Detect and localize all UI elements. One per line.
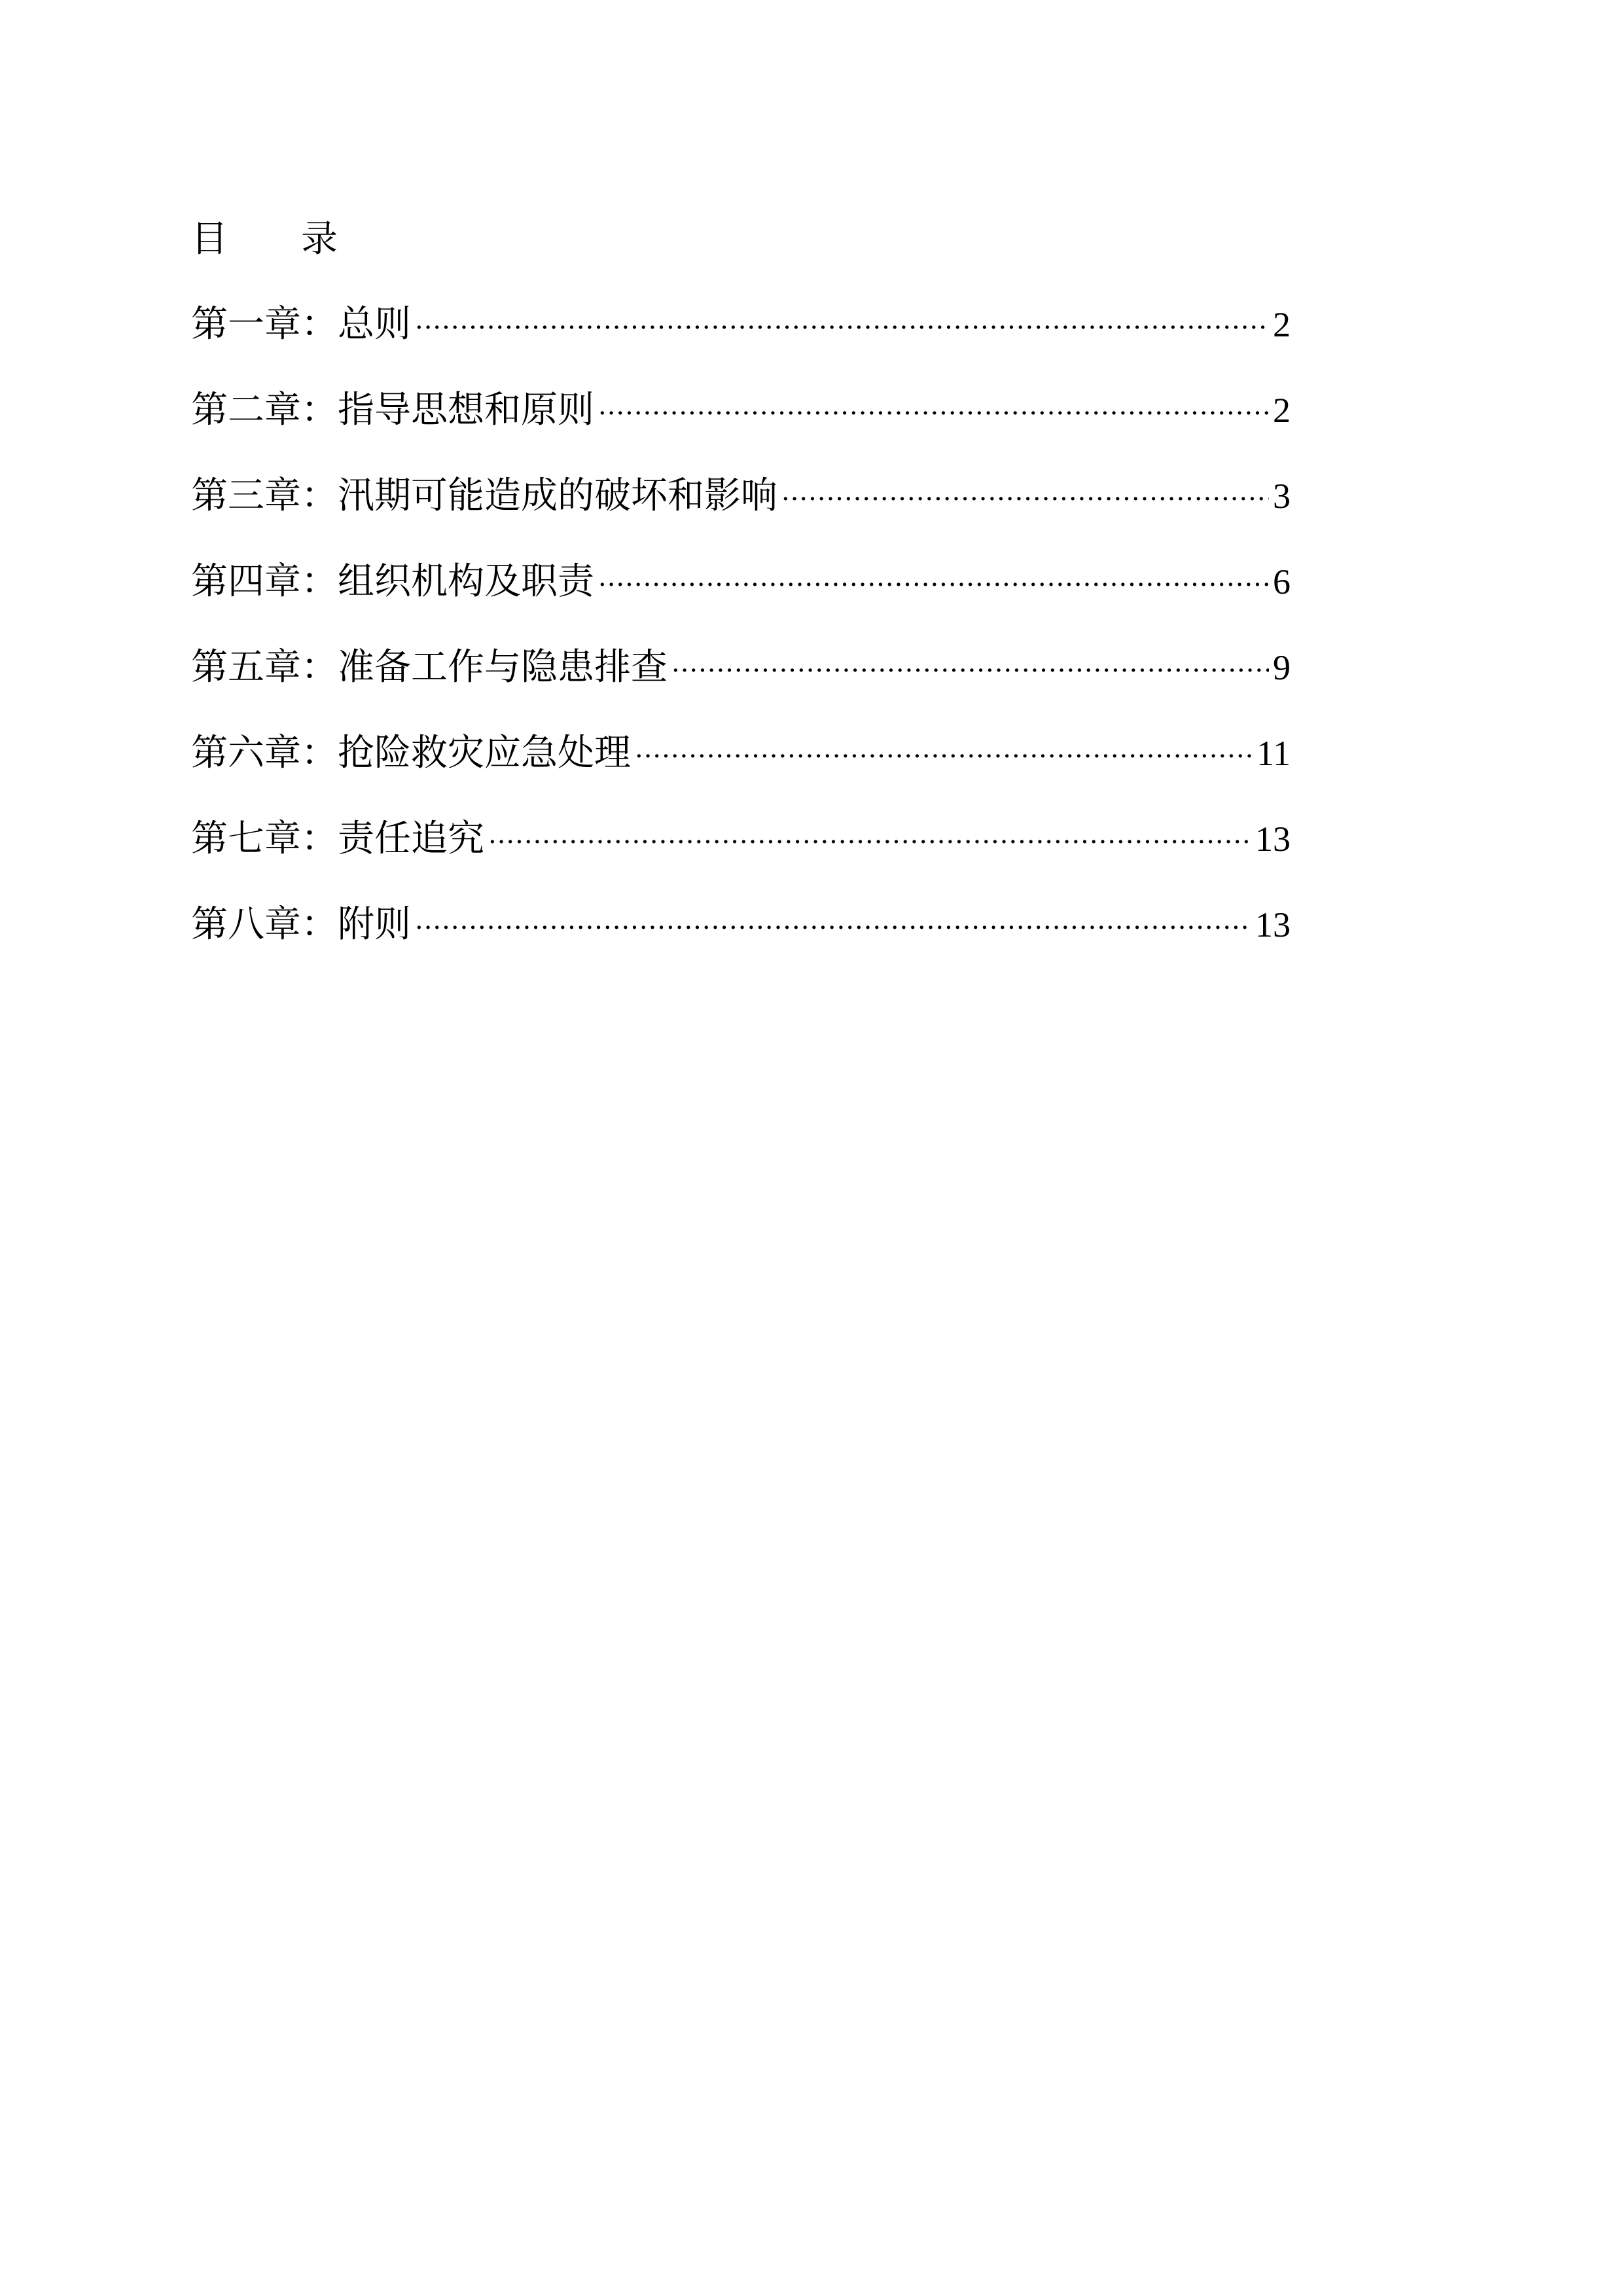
- toc-entry-chapter-4[interactable]: [191, 556, 1291, 641]
- toc-entry-chapter-2[interactable]: [191, 384, 1291, 470]
- toc-entry-label: 第七章：责任追究: [191, 817, 484, 860]
- toc-title: 目 录: [191, 218, 338, 260]
- toc-dot-leader: [598, 559, 1269, 611]
- toc-entry-chapter-6[interactable]: [191, 727, 1291, 813]
- toc-dot-leader: [598, 387, 1269, 440]
- toc-entry-page-number: 13: [1255, 819, 1291, 859]
- toc-entry-page-number: 2: [1273, 305, 1291, 344]
- toc-entry-chapter-3[interactable]: [191, 470, 1291, 556]
- toc-dot-leader: [415, 302, 1269, 354]
- toc-entry-chapter-8[interactable]: [191, 899, 1291, 984]
- toc-entry-chapter-1[interactable]: [191, 298, 1291, 384]
- toc-dot-leader: [671, 645, 1269, 697]
- toc-entry-label: 第五章：准备工作与隐患排查: [191, 646, 668, 689]
- toc-entry-page-number: 13: [1255, 905, 1291, 944]
- toc-entry-page-number: 3: [1273, 476, 1291, 516]
- toc-dot-leader: [635, 730, 1253, 783]
- toc-entry-label: 第四章：组织机构及职责: [191, 560, 594, 603]
- toc-entry-page-number: 6: [1273, 562, 1291, 601]
- toc-entry-label: 第二章：指导思想和原则: [191, 389, 594, 431]
- toc-entry-label: 第一章：总则: [191, 303, 411, 346]
- toc-entry-page-number: 2: [1273, 391, 1291, 430]
- toc-entry-page-number: 11: [1257, 734, 1291, 773]
- toc-entry-label: 第六章：抢险救灾应急处理: [191, 732, 631, 774]
- toc-entry-label: 第八章：附则: [191, 903, 411, 946]
- toc-dot-leader: [781, 473, 1269, 526]
- toc-dot-leader: [488, 816, 1251, 869]
- toc-dot-leader: [415, 902, 1251, 954]
- toc-entry-page-number: 9: [1273, 648, 1291, 687]
- toc-entry-chapter-7[interactable]: [191, 813, 1291, 899]
- toc-entry-label: 第三章：汛期可能造成的破坏和影响: [191, 475, 777, 517]
- toc-list: [191, 298, 1291, 984]
- toc-entry-chapter-5[interactable]: [191, 641, 1291, 727]
